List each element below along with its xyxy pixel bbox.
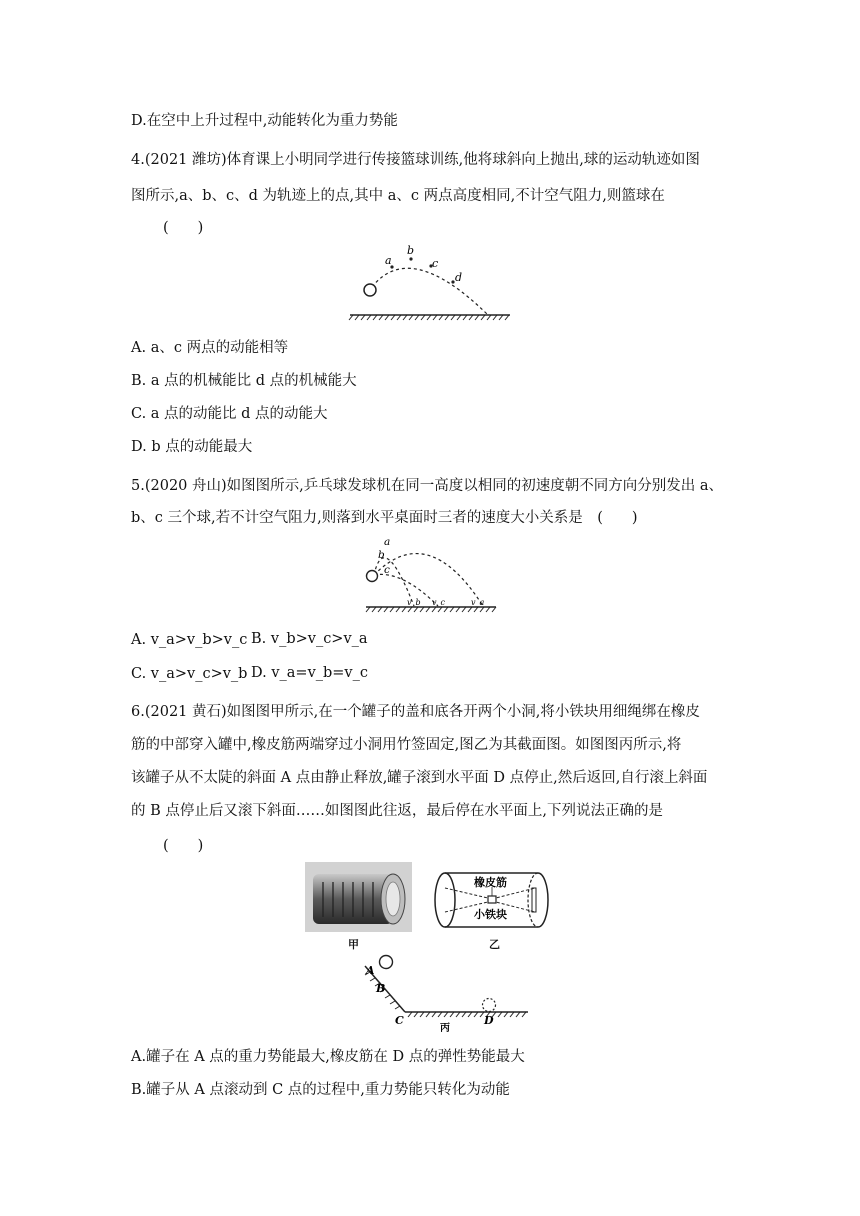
q5-stem-line2: b、c 三个球,若不计空气阻力,则落到水平桌面时三者的速度大小关系是 ( ) bbox=[131, 510, 638, 526]
q5-option-c: C. v_a>v_c>v_b bbox=[131, 666, 248, 682]
q6-label-rubber-band: 橡皮筋 bbox=[474, 876, 507, 889]
q3-option-d: D.在空中上升过程中,动能转化为重力势能 bbox=[131, 113, 398, 129]
q5-label-c: c bbox=[384, 564, 390, 576]
q6-stem-line3: 该罐子从不太陡的斜面 A 点由静止释放,罐子滚到水平面 D 点停止,然后返回,自行滚上斜面 bbox=[131, 770, 708, 786]
q4-stem-line2: 图所示,a、b、c、d 为轨迹上的点,其中 a、c 两点高度相同,不计空气阻力,则篮球在 bbox=[131, 188, 665, 204]
q6-option-b: B.罐子从 A 点滚动到 C 点的过程中,重力势能只转化为动能 bbox=[131, 1082, 510, 1098]
q5-label-va: v_a bbox=[471, 598, 485, 607]
q4-stem-line1: 4.(2021 潍坊)体育课上小明同学进行传接篮球训练,他将球斜向上抛出,球的运动轨迹如图 bbox=[131, 152, 700, 168]
q6-label-point-d: D bbox=[484, 1014, 494, 1027]
q6-label-point-b: B bbox=[376, 982, 386, 995]
q5-option-a: A. v_a>v_b>v_c bbox=[131, 632, 248, 648]
q5-label-b: b bbox=[378, 549, 385, 561]
q4-label-d: d bbox=[455, 271, 463, 284]
q5-option-b: B. v_b>v_c>v_a bbox=[251, 631, 368, 647]
q4-label-a: a bbox=[385, 254, 392, 267]
q6-label-point-c: C bbox=[395, 1014, 404, 1027]
q6-figure-yi-section bbox=[432, 866, 557, 936]
q4-figure-trajectory bbox=[345, 244, 515, 324]
q6-label-point-a: A bbox=[366, 964, 375, 977]
q4-option-d: D. b 点的动能最大 bbox=[131, 439, 253, 455]
q6-answer-paren: ( ) bbox=[163, 838, 204, 854]
q6-option-a: A.罐子在 A 点的重力势能最大,橡皮筋在 D 点的弹性势能最大 bbox=[131, 1049, 525, 1065]
q4-option-c: C. a 点的动能比 d 点的动能大 bbox=[131, 406, 328, 422]
q6-label-jia: 甲 bbox=[348, 938, 359, 951]
q4-option-a: A. a、c 两点的动能相等 bbox=[131, 340, 289, 356]
q5-label-a: a bbox=[384, 536, 391, 548]
q6-figure-jia-photo bbox=[305, 862, 412, 932]
q5-label-vc: v_c bbox=[432, 598, 445, 607]
q4-answer-paren: ( ) bbox=[163, 220, 204, 236]
q4-label-b: b bbox=[407, 244, 415, 257]
q5-figure-launcher bbox=[358, 534, 498, 616]
q5-option-d: D. v_a=v_b=v_c bbox=[251, 665, 368, 681]
q6-label-yi: 乙 bbox=[489, 938, 500, 951]
q6-figure-bing-slope bbox=[360, 954, 535, 1034]
q6-stem-line2: 筋的中部穿入罐中,橡皮筋两端穿过小洞用竹签固定,图乙为其截面图。如图图丙所示,将 bbox=[131, 737, 682, 753]
q6-stem-line4: 的 B 点停止后又滚下斜面……如图图此往返，最后停在水平面上,下列说法正确的是 bbox=[131, 803, 663, 819]
q5-stem-line1: 5.(2020 舟山)如图图所示,乒乓球发球机在同一高度以相同的初速度朝不同方向分别发出 a、 bbox=[131, 478, 724, 494]
q6-stem-line1: 6.(2021 黄石)如图图甲所示,在一个罐子的盖和底各开两个小洞,将小铁块用细绳绑在橡皮 bbox=[131, 704, 700, 720]
q4-label-c: c bbox=[432, 257, 439, 270]
q6-label-bing: 丙 bbox=[440, 1023, 450, 1034]
q5-label-vb: v_b bbox=[407, 598, 421, 607]
q6-label-iron-block: 小铁块 bbox=[474, 908, 507, 921]
q4-option-b: B. a 点的机械能比 d 点的机械能大 bbox=[131, 373, 357, 389]
